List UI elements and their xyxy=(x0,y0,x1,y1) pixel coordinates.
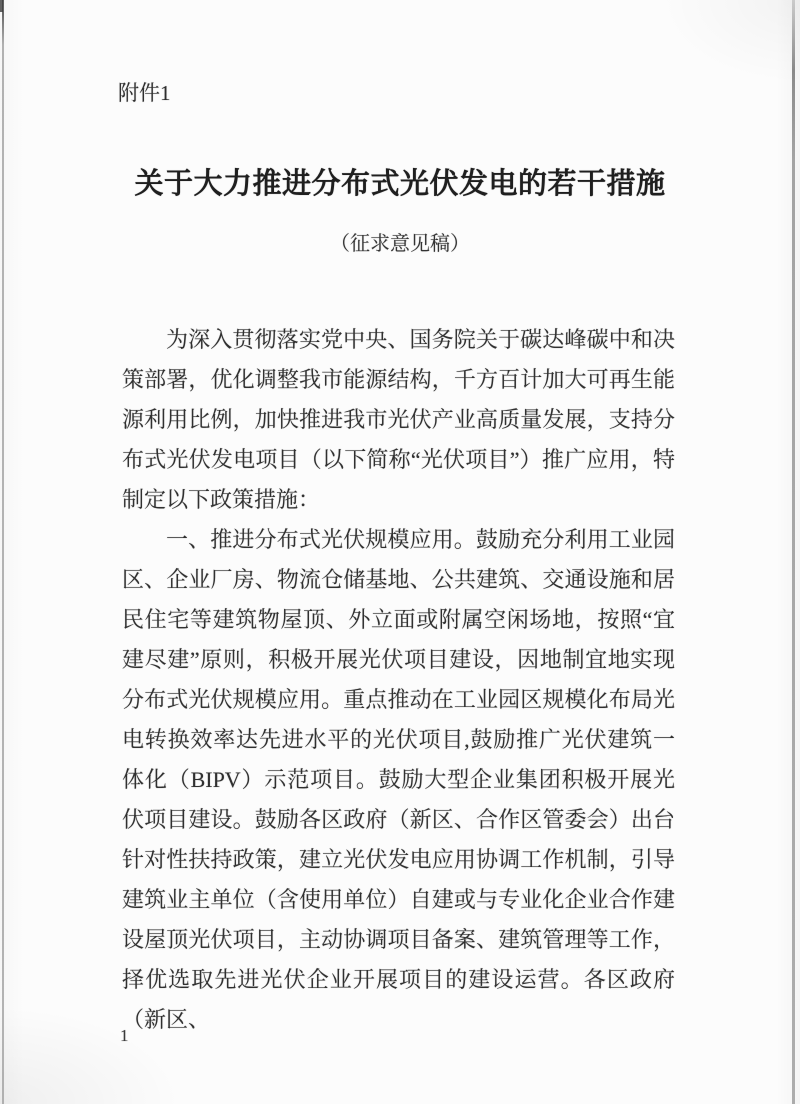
document-body xyxy=(122,320,675,1040)
attachment-label: 附件1 xyxy=(118,81,171,105)
document-title: 关于大力推进分布式光伏发电的若干措施 xyxy=(134,168,666,200)
document-subtitle: （征求意见稿） xyxy=(330,233,470,255)
body-paragraph: 为深入贯彻落实党中央、国务院关于碳达峰碳中和决策部署，优化调整我市能源结构，千方百计加大可再生能源利用比例，加快推进我市光伏产业高质量发展，支持分布式光伏发电项目（以下简称“光伏项目”）推广应用，特制定以下政策措施： xyxy=(122,327,675,512)
page-number: 1 xyxy=(120,1026,129,1045)
body-paragraph: 一、推进分布式光伏规模应用。鼓励充分利用工业园区、企业厂房、物流仓储基地、公共建筑、交通设施和居民住宅等建筑物屋顶、外立面或附属空闲场地，按照“宜建尽建”原则，积极开展光伏项目建设，因地制宜地实现分布式光伏规模应用。重点推动在工业园区规模化布局光电转换效率达先进水平的光伏项目,鼓励推广光伏建筑一体化（BIPV）示范项目。鼓励大型企业集团积极开展光伏项目建设。鼓励各区政府（新区、合作区管委会）出台针对性扶持政策，建立光伏发电应用协调工作机制，引导建筑业主单位（含使用单位）自建或与专业化企业合作建设屋顶光伏项目，主动协调项目备案、建筑管理等工作，择优选取先进光伏企业开展项目的建设运营。各区政府（新区、 xyxy=(122,527,675,1032)
scan-corner-mark xyxy=(0,0,3,12)
